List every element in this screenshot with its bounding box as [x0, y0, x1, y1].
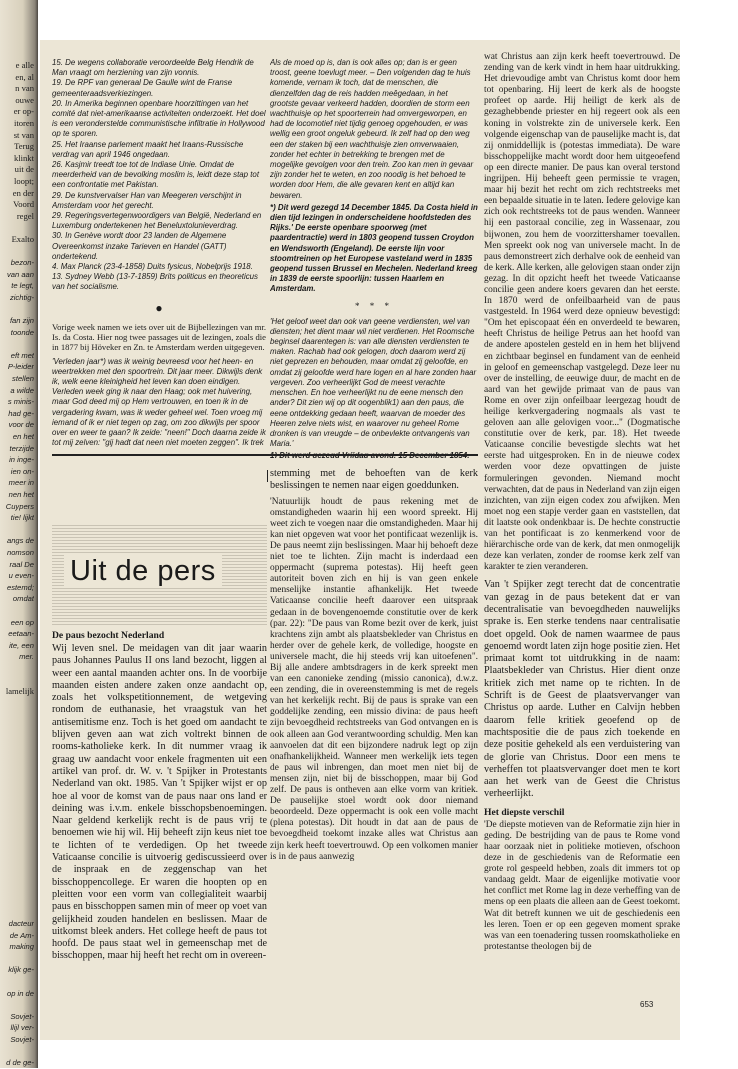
article-body-3: wat Christus aan zijn kerk heeft toevertrouwd. De zending van de kerk vindt in hem haar uitdrukking. Het drievoudige ambt van Christus komt door hem tot openbaring. Hij leert de kerk als de hoogste profeet op aarde. Hij heiligt de kerk als de gezaghebbende priester en hij regeert ook als een koning in volstrekte zin de universele kerk. Een volgende eigenschap van de pauselijke macht is, dat zij onmiddellijk is (potestas immediata). De ware bisschoppelijke macht wordt door hem uitgeoefend op een directe manier. De paus kan overal terstond ingrijpen. Hij beheeft geen permissie te vragen, maar hij bezit het recht om zich rechtstreeks met een bepaalde situatie in te laten. Iedere gelovige kan zich ook rechtstreeks tot de paus wenden. Wanneer hij een pastoraal concilie, zeg in Wassenaar, zou bijwonen, zou hem de voorzittershamer toevallen. Men spreekt ook nog van universele macht. In de paus demonstreert zich derhalve ook de eenheid van de kerk. Alle kerken, alle gelovigen staan onder zijn gezag. In dit opzicht heeft het tweede Vaticaanse concilie geen andere koers gevaren dan het eerste. In 1870 werd de onfeilbaarheid van de paus vastgesteld. In 1964 werd deze opnieuw bevestigd: "Om het episcopaat één en onverdeeld te bewaren, heeft Christus de heilige Petrus aan het hoofd van de andere apostelen gesteld en in hem het blijvend en zichtbaar beginsel en fundament van de eenheid in geloof en gemeenschap vastgelegd. Deze leer nu over de instelling, de eeuwige duur, de macht en de aard van het gewijde primaat van de paus van Rome en over zijn onfeilbaar leergezag houdt de heilige kerkvergadering nogmaals als vast te geloven aan alle gelovigen voor..." (Dogmatische constitutie over de kerk, par. 18). Het tweede Vaticaanse concilie bevestigde slechts wat het eerste had uitgesproken. En in de nieuwe codex werden voor deze opvattingen de juiste formuleringen gevonden. Niemand mocht verwachten, dat de paus in Nederland van zijn eigen inzichten, van zijn eigen codex zou afwijken. Men moet nog een stapje verder gaan en vaststellen, dat dit laatste ook ondenkbaar is. De hechte constructie van het pontificaat is zo kenmerkend voor de hiërarchische orde van de kerk, dat men onmogelijk deze kan verlaten, zonder de roomse kerk zelf van karakter te zien veranderen.	[484, 52, 680, 573]
article-body-1: Wij leven snel. De meidagen van dit jaar waarin paus Johannes Paulus II ons land bezocht, liggen al weer een aantal maanden achter ons. In de voorbije maanden eisten andere zaken onze aandacht op, zoals het volkspetitionnement, de wetgeving rondom de euthanasie, het vraagstuk van het antisemitisme enz. Toch is het goed om aandacht te blijven geven aan wat zich voltrekt binnen de rooms-katholieke kerk. In dit nummer vraag ik graag uw aandacht voor enkele fragmenten uit een artikel van prof. dr. W. v. 't Spijker in Protestants Nederland van okt. 1985. Van 't Spijker wijst er op hoe al voor de komst van de paus naar ons land er deining was i.v.m. enkele bisschopsbenoemingen. Naar geldend kerkelijk recht is de paus vrij te benoemen wie hij wil. Hij beheeft zijn keus niet toe te lichten of te verdedigen. Op het tweede Vaticaanse concilie is uitvoerig gediscussieerd over de inspraak en de zeggenschap van het bisschoppencollege. Er waren die hoopten op en pleitten voor een vorm van collegialiteit waarbij paus en bisschoppen samen min of meer op voet van gelijkheid zouden handelen en beslissen. Maar de uitkomst bleek anders. Het college heeft de paus tot hoofd. De paus staat wel in gemeenschap met de bisschoppen, maar hij heeft het recht om in overeen-	[52, 643, 267, 962]
margin-line: Sovjet-	[10, 1011, 34, 1021]
margin-line: itoren	[13, 117, 34, 128]
margin-line: u even-	[8, 571, 34, 581]
chronology-item: 29. De kunstvervalser Han van Meegeren verschijnt in Amsterdam voor het gerecht.	[52, 190, 242, 210]
margin-line: en der	[12, 187, 34, 198]
margin-line: klinkt	[13, 152, 34, 163]
margin-line: nen het	[8, 489, 34, 499]
intro-paragraph: Vorige week namen we iets over uit de Bijbellezingen van mr. Is. da Costa. Hier nog twee passages uit de lezingen, zoals die in 1877 bij Höveker en Zn. te Amsterdam werden uitgegeven.	[52, 321, 266, 353]
article-body-2: 'Natuurlijk houdt de paus rekening met de omstandigheden waarin hij een woord spreekt. Hij weet zich te voegen naar die omstandigheden. Maar hij kan niet opgeven wat voor het pontificaat wezenlijk is. De paus neemt zijn beslissingen. Maar hij behoeft deze niet toe te lichten. Zijn macht is inderdaad een oppermacht (suprema potestas). Hij heeft geen autoriteit boven zich en hij is van geen enkele menselijke instantie afhankelijk. Het tweede Vaticaanse concilie heeft daarover een uitspraak gedaan in de bovengenoemde constitutie over de kerk (par. 22): "De paus van Rome bezit over de kerk, juist krachtens zijn ambt als plaatsbekleder van Christus en herder over de gehele kerk, de volledige, hoogste en universele macht, die hij steeds vrij kan uitoefenen". Bij alle andere ambtsdragers in de kerk spreekt men van een canonieke zending (missio canonica), d.w.z. een zending, die in overeenstemming is met de regels van het kerkelijk recht. Bij de paus is sprake van een goddelijke zending, een missio divina: de paus heeft zijn bevoegdheid rechtstreeks van God ontvangen en is ook alleen aan God verantwoording schuldig. Men kan aanvoelen dat dit een bijzondere nadruk legt op zijn onafhankelijkheid. Wanneer men werkelijk iets tegen de paus wil inbrengen, dan moet men niet bij de mensen zijn, niet bij de bisschoppen, maar bij God zelf. De paus is ontheven aan elke vorm van kritiek. De pauselijke stoel wordt ook door niemand beoordeeld. Deze oppermacht is ook een volle macht (plena potestas). Dit houdt in dat aan de paus de bevoegdheid toekomt inzake alles wat Christus aan zijn kerk heeft toevertrouwd. Op een volkomen manier is in de paus aanwezig	[270, 496, 478, 862]
margin-line	[2, 837, 34, 849]
margin-line: s minis-	[7, 397, 34, 407]
chronology-item: 15. De wegens collaboratie veroordeelde Belg Hendrik de Man vraagt om herziening van zijn vonnis.	[52, 58, 254, 78]
margin-line: Cuypers	[5, 501, 34, 511]
margin-line: dacteur	[8, 918, 34, 928]
margin-line	[2, 953, 34, 965]
margin-line: a wilde	[10, 385, 34, 395]
margin-line: de Am-	[9, 930, 34, 940]
margin-line: Voord	[13, 199, 34, 210]
column-1-lower	[52, 630, 267, 985]
margin-line	[2, 756, 34, 768]
chronology-item: 20. In Amerika beginnen openbare hoorzittingen van het comité dat niet-amerikaanse activiteiten onderzoekt. Het doel is een veronderstelde communistische infiltratie in Hollywood op te sporen.	[52, 98, 266, 139]
margin-line	[2, 999, 34, 1011]
margin-line: P-leider	[7, 362, 34, 372]
margin-line: st van	[13, 129, 34, 140]
margin-line: tie! lijkt	[10, 513, 34, 523]
margin-line	[2, 732, 34, 744]
margin-line: had ge-	[8, 408, 34, 418]
margin-line	[2, 222, 34, 234]
margin-line	[2, 303, 34, 315]
chronology-item: 29. Regeringsvertegenwoordigers van België, Nederland en Luxemburg ondertekenen het Beneluxtolunieverdrag.	[52, 211, 262, 231]
section-rule	[52, 454, 478, 456]
margin-line: er op-	[13, 106, 34, 117]
margin-line	[2, 790, 34, 802]
chronology-item: 30. In Genève wordt door 23 landen de Algemene Overeenkomst inzake Tarieven en Handel (GATT) ondertekend.	[52, 231, 227, 261]
chronology-item: 19. De RPF van generaal De Gaulle wint de Franse gemeenteraadsverkiezingen.	[52, 78, 233, 98]
margin-line: loopt;	[13, 175, 34, 186]
dacosta-quote-2: Als de moed op is, dan is ook alles op; dan is er geen troost, geene toevlugt meer. – Den volgenden dag te huis komende, vernam ik toch, dat de menschen, die dienzelfden dag de reis hadden meêgedaan, in het grootste gevaar verkeerd hadden, doordien de storm een wachthuisje op het spoorterrein had omvergeworpen, en had de locomotief niet tijdig genoeg opgehouden, er was wellig een groot ongeluk gebeurd. Ik zelf had op den weg een der staken bij een wachthuisje zien omverwaaien, zonder het echter in betrekking te brengen met de mogelijke gevolgen voor den trein. Zoo kan men in gevaar zijn zonder het te weten, en zoo noodig is het behoed te worden door Hem, die alle gevaren kent en altijd kan bewaren.	[270, 58, 474, 200]
article-lead: stemming met de behoeften van de kerk beslissingen te nemen naar eigen goeddunken.	[270, 468, 478, 492]
margin-line: in inge-	[9, 455, 34, 465]
margin-line	[2, 906, 34, 918]
chronology-item: 13. Sydney Webb (13-7-1859) Brits politicus en theoreticus van het socialisme.	[52, 272, 258, 292]
margin-line	[2, 848, 34, 860]
margin-line: zichtig-	[9, 292, 34, 302]
previous-page-margin	[2, 60, 34, 1069]
margin-line	[2, 802, 34, 814]
margin-line: Terug	[14, 141, 34, 152]
margin-line	[2, 338, 34, 350]
margin-line	[2, 674, 34, 686]
margin-line: llijl ver-	[10, 1023, 34, 1033]
margin-line	[2, 860, 34, 872]
chronology-item: 25. Het Iraanse parlement maakt het Iraans-Russische verdrag van april 1946 ongedaan.	[52, 139, 244, 159]
margin-line: d de ge-	[6, 1058, 34, 1068]
margin-line	[2, 524, 34, 536]
margin-line: en het	[12, 432, 34, 441]
article-body-4: Van 't Spijker zegt terecht dat de concentratie van gezag in de paus betekent dat er van decentralisatie van bevoegdheden nauwelijks sprake is. Een sterke tendens naar centralisatie doet opgeld. Ook de namen waarmee de paus genoemd wordt laten zijn hoge positie zien. Het primaat komt tot uitdrukking in de naam: Plaatsbekleder van Christus. Hier dient onze kritiek zich met name op te richten. In de Schrift is de Geest de plaatsvervanger van Christus op aarde. Luther en Calvijn hebben daarom felle kritiek geoefend op de machtspositie die de paus zich toekende en deze positie gehekeld als een verduistering van de glorie van Christus. Door een mens te verheffen tot plaatsvervanger doet men te kort aan het werk van de Geest die Christus verheerlijkt.	[484, 579, 680, 800]
margin-line: meer in	[8, 478, 34, 488]
column-rule	[267, 470, 268, 482]
margin-line: raal De	[9, 559, 34, 569]
margin-line	[2, 976, 34, 988]
margin-line	[2, 767, 34, 779]
margin-line	[2, 698, 34, 710]
page-number: 653	[640, 1000, 654, 1009]
margin-line	[2, 246, 34, 258]
margin-line: fan zijn	[9, 316, 34, 326]
chronology-item: 26. Kasjmir treedt toe tot de Indiase Unie. Omdat de meerderheid van de bevolking moslim is, leidt deze stap tot een confrontatie met Pakistan.	[52, 160, 260, 190]
margin-line	[2, 895, 34, 907]
margin-line: eetaan-	[8, 629, 34, 639]
margin-line	[2, 825, 34, 837]
margin-line: omdat	[12, 594, 34, 604]
margin-line: nomson	[6, 547, 34, 557]
margin-line: ouwe	[15, 94, 34, 105]
margin-line	[2, 744, 34, 756]
column-2-top	[270, 58, 478, 458]
margin-line: klijk ge-	[8, 965, 34, 975]
margin-line: regel	[16, 210, 34, 221]
stars-divider: * * *	[355, 300, 393, 311]
column-1-top	[52, 58, 266, 448]
margin-line	[2, 1045, 34, 1057]
subheading-diepste-verschil: Het diepste verschil	[484, 806, 565, 818]
chronology-item: 4. Max Planck (23-4-1858) Duits fysicus, Nobelprijs 1918.	[52, 262, 253, 272]
margin-line	[2, 709, 34, 721]
margin-line: stellen	[12, 374, 34, 384]
margin-line: estemd;	[6, 582, 34, 592]
section-title: Uit de pers	[64, 555, 222, 588]
dacosta-quote-3: 'Het geloof weet dan ook van geene verdiensten, wel van diensten; het dient maar wil niet verdienen. Het Roomsche beginsel daarentegen is: van alle diensten verdiensten te maken. Rachab had ook gelogen, doch daarom werd zij niet geprezen en behouden, maar omdat zij geloofde, en omdat zij geloofde werd hare logen en al hare zonden haar vergeven. Zoo verheerlijkt God de meest verachte menschen. En hoe verheerlijkt nu de eene mensch den ander? Dit zien wij op dit oogenblik1) aan den paus, die eene ontdekking gedaan heeft, waarvan de moeder des Heeren zelve niets wist, en waarover nu geheel Rome dronken is van vreugde – de onbevlekte ontvangenis van Maria.'	[270, 316, 477, 449]
margin-line: Sovjet-	[10, 1034, 34, 1044]
margin-line: van aan	[6, 269, 34, 279]
article-heading: De paus bezocht Nederland	[52, 630, 165, 641]
margin-line: lamelijk	[5, 686, 34, 697]
article-body-5: 'De diepste motieven van de Reformatie zijn hier in geding. De bestrijding van de paus te Rome vond haar oorzaak niet in politieke motieven, ofschoon deze in de geschiedenis van de Reformatie een grote rol gespeeld hebben, zoals dit immers tot op vandaag geldt. Maar de eigenlijke motivatie voor het conflict met Rome lag in deze verheffing van de mens op een plaats die alleen aan de Geest toekomt. Wat dit betreft kunnen we uit de geschiedenis een les leren. Toen er op een gegeven moment sprake was van een toenadering tussen roomskatholieke en protestantse theologen bij de	[484, 819, 680, 952]
margin-line	[2, 814, 34, 826]
margin-line	[2, 721, 34, 733]
dacosta-quote-1: 'Verleden jaar*) was ik weinig bevreesd voor het heen- en weertrekken met den spoortrein. Dit jaar meer. Dikwijls denk ik, welk eene kleinigheid het leven kan doen eindigen. Verleden week ging ik naar den Haag; ook met huivering, maar God deed mij op Hem vertrouwen, en toen ik in de vergadering kwam, was ik weder geheel wel. Toen vroeg mij iemand of ik er niet tegen op zag, om zoo dikwijls per spoor over en weer te gaan? Ik zeide: "neen!" Doch daarna zeide ik tot mij zelven: "gij hadt dat neen niet moeten zeggen". Ik trek	[52, 356, 266, 448]
margin-line: voor de	[8, 420, 34, 430]
margin-line: te legt,	[11, 281, 34, 291]
margin-line: e alle	[15, 60, 34, 70]
margin-line	[2, 605, 34, 617]
margin-line: ite, een	[9, 640, 34, 650]
margin-line	[2, 663, 34, 675]
margin-line: Exalto	[11, 233, 34, 244]
margin-line: uit de	[14, 164, 34, 175]
margin-line: angs de	[6, 536, 34, 546]
footnote-railway: *) Dit werd gezegd 14 December 1845. Da Costa hield in dien tijd lezingen in onderscheidene hoofdsteden des Rijks.' De eerste openbare spoorweg (met paardentractie) werd in 1803 geopend tussen Croydon en Wendsworth (Engeland). De eerste lijn voor stoomtreinen op het Europese vasteland werd in 1835 geopend tussen Brussel en Mechelen. Nederland kreeg in 1839 de eerste spoorlijn: tussen Haarlem en Amsterdam.	[270, 202, 478, 294]
margin-line: een op	[10, 617, 34, 627]
margin-line: n van	[15, 83, 34, 94]
chronology-list	[52, 58, 266, 293]
margin-line: making	[9, 942, 34, 952]
section-divider-dot: ●	[155, 300, 163, 315]
margin-line	[2, 779, 34, 791]
margin-line: eft met	[10, 350, 34, 360]
margin-line: ien on-	[10, 466, 34, 476]
column-2-lower	[270, 468, 478, 988]
margin-line	[2, 883, 34, 895]
margin-line: toonde	[10, 327, 34, 337]
margin-line: terzijde	[9, 443, 34, 453]
margin-line: op in de	[6, 988, 34, 998]
margin-line: mer.	[19, 652, 34, 662]
margin-line: en, al	[15, 71, 34, 82]
column-3	[484, 52, 680, 997]
margin-line	[2, 872, 34, 884]
margin-line: bezon-	[10, 258, 34, 268]
